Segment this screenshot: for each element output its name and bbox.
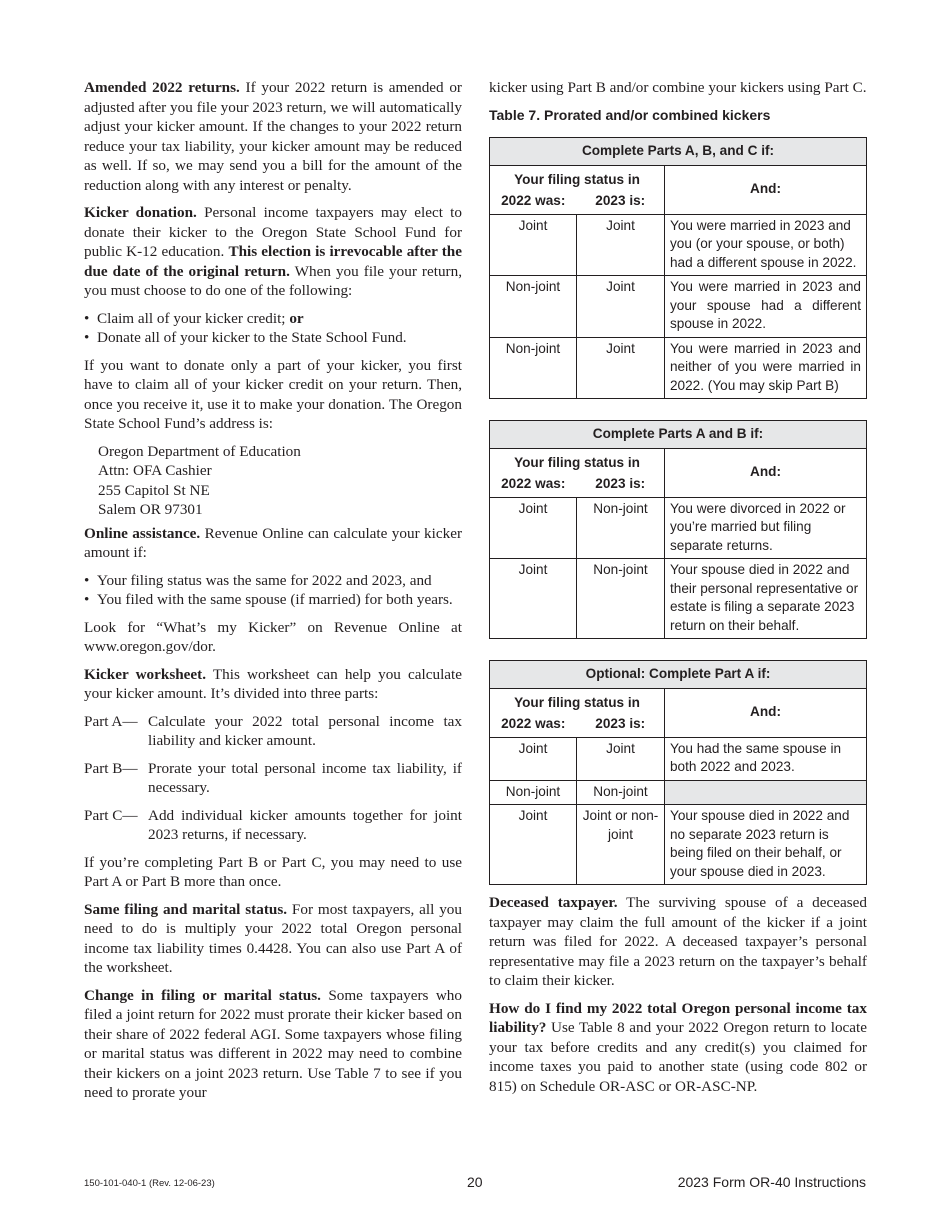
filing-status-header: Your filing status in: [490, 688, 665, 712]
document-title: 2023 Form OR-40 Instructions: [677, 1174, 866, 1190]
table-row: Non-joint Non-joint: [490, 780, 867, 805]
table-row: Joint Non-joint Your spouse died in 2022 and their personal representative or estate is filing a separate 2023 return on their behalf.: [490, 559, 867, 639]
online-assistance-heading: Online assistance.: [84, 524, 201, 542]
revenue-online-paragraph: Look for “What’s my Kicker” on Revenue Online at www.oregon.gov/dor.: [84, 618, 462, 655]
and-header: And:: [665, 165, 867, 214]
tax-liability-paragraph: How do I find my 2022 total Oregon personal income tax liability? Use Table 8 and your 2022 Oregon return to locate your tax before credits and any credit(s) you claimed for income taxes you paid to another state (using code 802 or 815) on Schedule OR-ASC or OR-ASC-NP.: [489, 999, 867, 1095]
table-row: Joint Joint or non-joint Your spouse died in 2022 and no separate 2023 return is being filed on their behalf, or your spouse died in 2023.: [490, 805, 867, 885]
and-header: And:: [665, 688, 867, 737]
address-line: Oregon Department of Education: [98, 442, 301, 460]
table-parts-ab: [489, 420, 867, 639]
kicker-donation-heading: Kicker donation.: [84, 204, 197, 221]
school-fund-address: [98, 442, 462, 520]
worksheet-part-c: Part C— Add individual kicker amounts together for joint 2023 returns, if necessary.: [84, 806, 462, 843]
change-status-paragraph: Change in filing or marital status. Some taxpayers who filed a joint return for 2022 must prorate their kicker based on their share of 2022 federal AGI. Some taxpayers whose filing or marital status was different in 2022 may need to combine their kickers on a joint 2023 return. Use Table 7 to see if you need to prorate your: [84, 986, 462, 1101]
year-2022-header: 2022 was:: [490, 189, 577, 214]
address-line: Attn: OFA Cashier: [98, 462, 212, 479]
deceased-taxpayer-paragraph: Deceased taxpayer. The surviving spouse of a deceased taxpayer may claim the full amount of the kicker if a joint return was filed for 2022. A deceased taxpayer’s personal representative may file a 2023 return on the taxpayer’s behalf to claim their kicker.: [489, 894, 867, 989]
table-row: Joint Joint You had the same spouse in both 2022 and 2023.: [490, 737, 867, 780]
tax-liability-heading: How do I find my 2022 total Oregon personal income tax liability?: [489, 999, 867, 1036]
list-item: • Donate all of your kicker to the State School Fund.: [84, 328, 462, 348]
left-column: [84, 78, 462, 1111]
deceased-taxpayer-heading: Deceased taxpayer.: [489, 894, 618, 911]
donation-options-list: [84, 309, 462, 348]
same-status-paragraph: Same filing and marital status. For most taxpayers, all you need to do is multiply your 2022 total Oregon personal income tax liability times 0.4428. You can also use Part A of the worksheet.: [84, 900, 462, 976]
list-item: • Your filing status was the same for 2022 and 2023, and: [84, 571, 462, 591]
kicker-worksheet-heading: Kicker worksheet.: [84, 665, 207, 683]
year-2022-header: 2022 was:: [490, 472, 577, 497]
worksheet-part-a: Part A— Calculate your 2022 total personal income tax liability and kicker amount.: [84, 712, 462, 749]
address-line: 255 Capitol St NE: [98, 481, 210, 499]
filing-status-header: Your filing status in: [490, 165, 665, 189]
filing-status-header: Your filing status in: [490, 448, 665, 472]
kicker-donation-paragraph: Kicker donation. Personal income taxpayers may elect to donate their kicker to the Oregon State School Fund for public K-12 education. This election is irrevocable after the due date of the original return. When you file your return, you must choose to do one of the following:: [84, 204, 462, 299]
table-row: Non-joint Joint You were married in 2023 and your spouse had a different spouse in 2022.: [490, 276, 867, 338]
online-assistance-paragraph: Online assistance. Revenue Online can calculate your kicker amount if:: [84, 524, 462, 561]
year-2023-header: 2023 is:: [577, 712, 665, 737]
table-header: Optional: Complete Part A if:: [490, 661, 867, 689]
table-parts-abc: [489, 137, 867, 399]
table-row: Joint Joint You were married in 2023 and you (or your spouse, or both) had a different spouse in 2022.: [490, 214, 867, 276]
list-item: • You filed with the same spouse (if married) for both years.: [84, 590, 462, 610]
table-header: Complete Parts A and B if:: [490, 421, 867, 449]
same-status-heading: Same filing and marital status.: [84, 900, 288, 918]
table-row: Joint Non-joint You were divorced in 2022 or you’re married but filing separate returns.: [490, 497, 867, 559]
worksheet-part-b: Part B— Prorate your total personal income tax liability, if necessary.: [84, 759, 462, 796]
amended-returns-paragraph: Amended 2022 returns. If your 2022 return is amended or adjusted after you file your 2023 return, we will automatically adjust your kicker amount. If the changes to your 2022 return reduce your tax liability, your kicker amount may be reduced as well. If so, we may send you a bill for the amount of the reduction along with any interest or penalty.: [84, 79, 462, 194]
amended-returns-heading: Amended 2022 returns.: [84, 79, 240, 96]
address-line: Salem OR 97301: [98, 501, 203, 518]
table-optional-part-a: [489, 660, 867, 885]
continued-paragraph: kicker using Part B and/or combine your kickers using Part C.: [489, 79, 867, 96]
and-header: And:: [665, 448, 867, 497]
list-item: • Claim all of your kicker credit; or: [84, 309, 462, 329]
page-number: 20: [467, 1174, 483, 1190]
worksheet-note-paragraph: If you’re completing Part B or Part C, you may need to use Part A or Part B more than once.: [84, 853, 462, 890]
form-number: 150-101-040-1 (Rev. 12-06-23): [84, 1178, 215, 1189]
table-header: Complete Parts A, B, and C if:: [490, 138, 867, 166]
kicker-worksheet-paragraph: Kicker worksheet. This worksheet can help you calculate your kicker amount. It’s divided into three parts:: [84, 665, 462, 702]
year-2023-header: 2023 is:: [577, 189, 665, 214]
year-2022-header: 2022 was:: [490, 712, 577, 737]
table-7-title: Table 7. Prorated and/or combined kickers: [489, 106, 771, 123]
change-status-heading: Change in filing or marital status.: [84, 986, 321, 1004]
right-column: [489, 78, 867, 1104]
table-row: Non-joint Joint You were married in 2023 and neither of you were married in 2022. (You may skip Part B): [490, 337, 867, 399]
partial-donation-paragraph: If you want to donate only a part of your kicker, you first have to claim all of your kicker credit on your return. Then, once you receive it, use it to make your donation. The Oregon State School Fund’s address is:: [84, 356, 462, 432]
year-2023-header: 2023 is:: [577, 472, 665, 497]
online-conditions-list: [84, 571, 462, 610]
